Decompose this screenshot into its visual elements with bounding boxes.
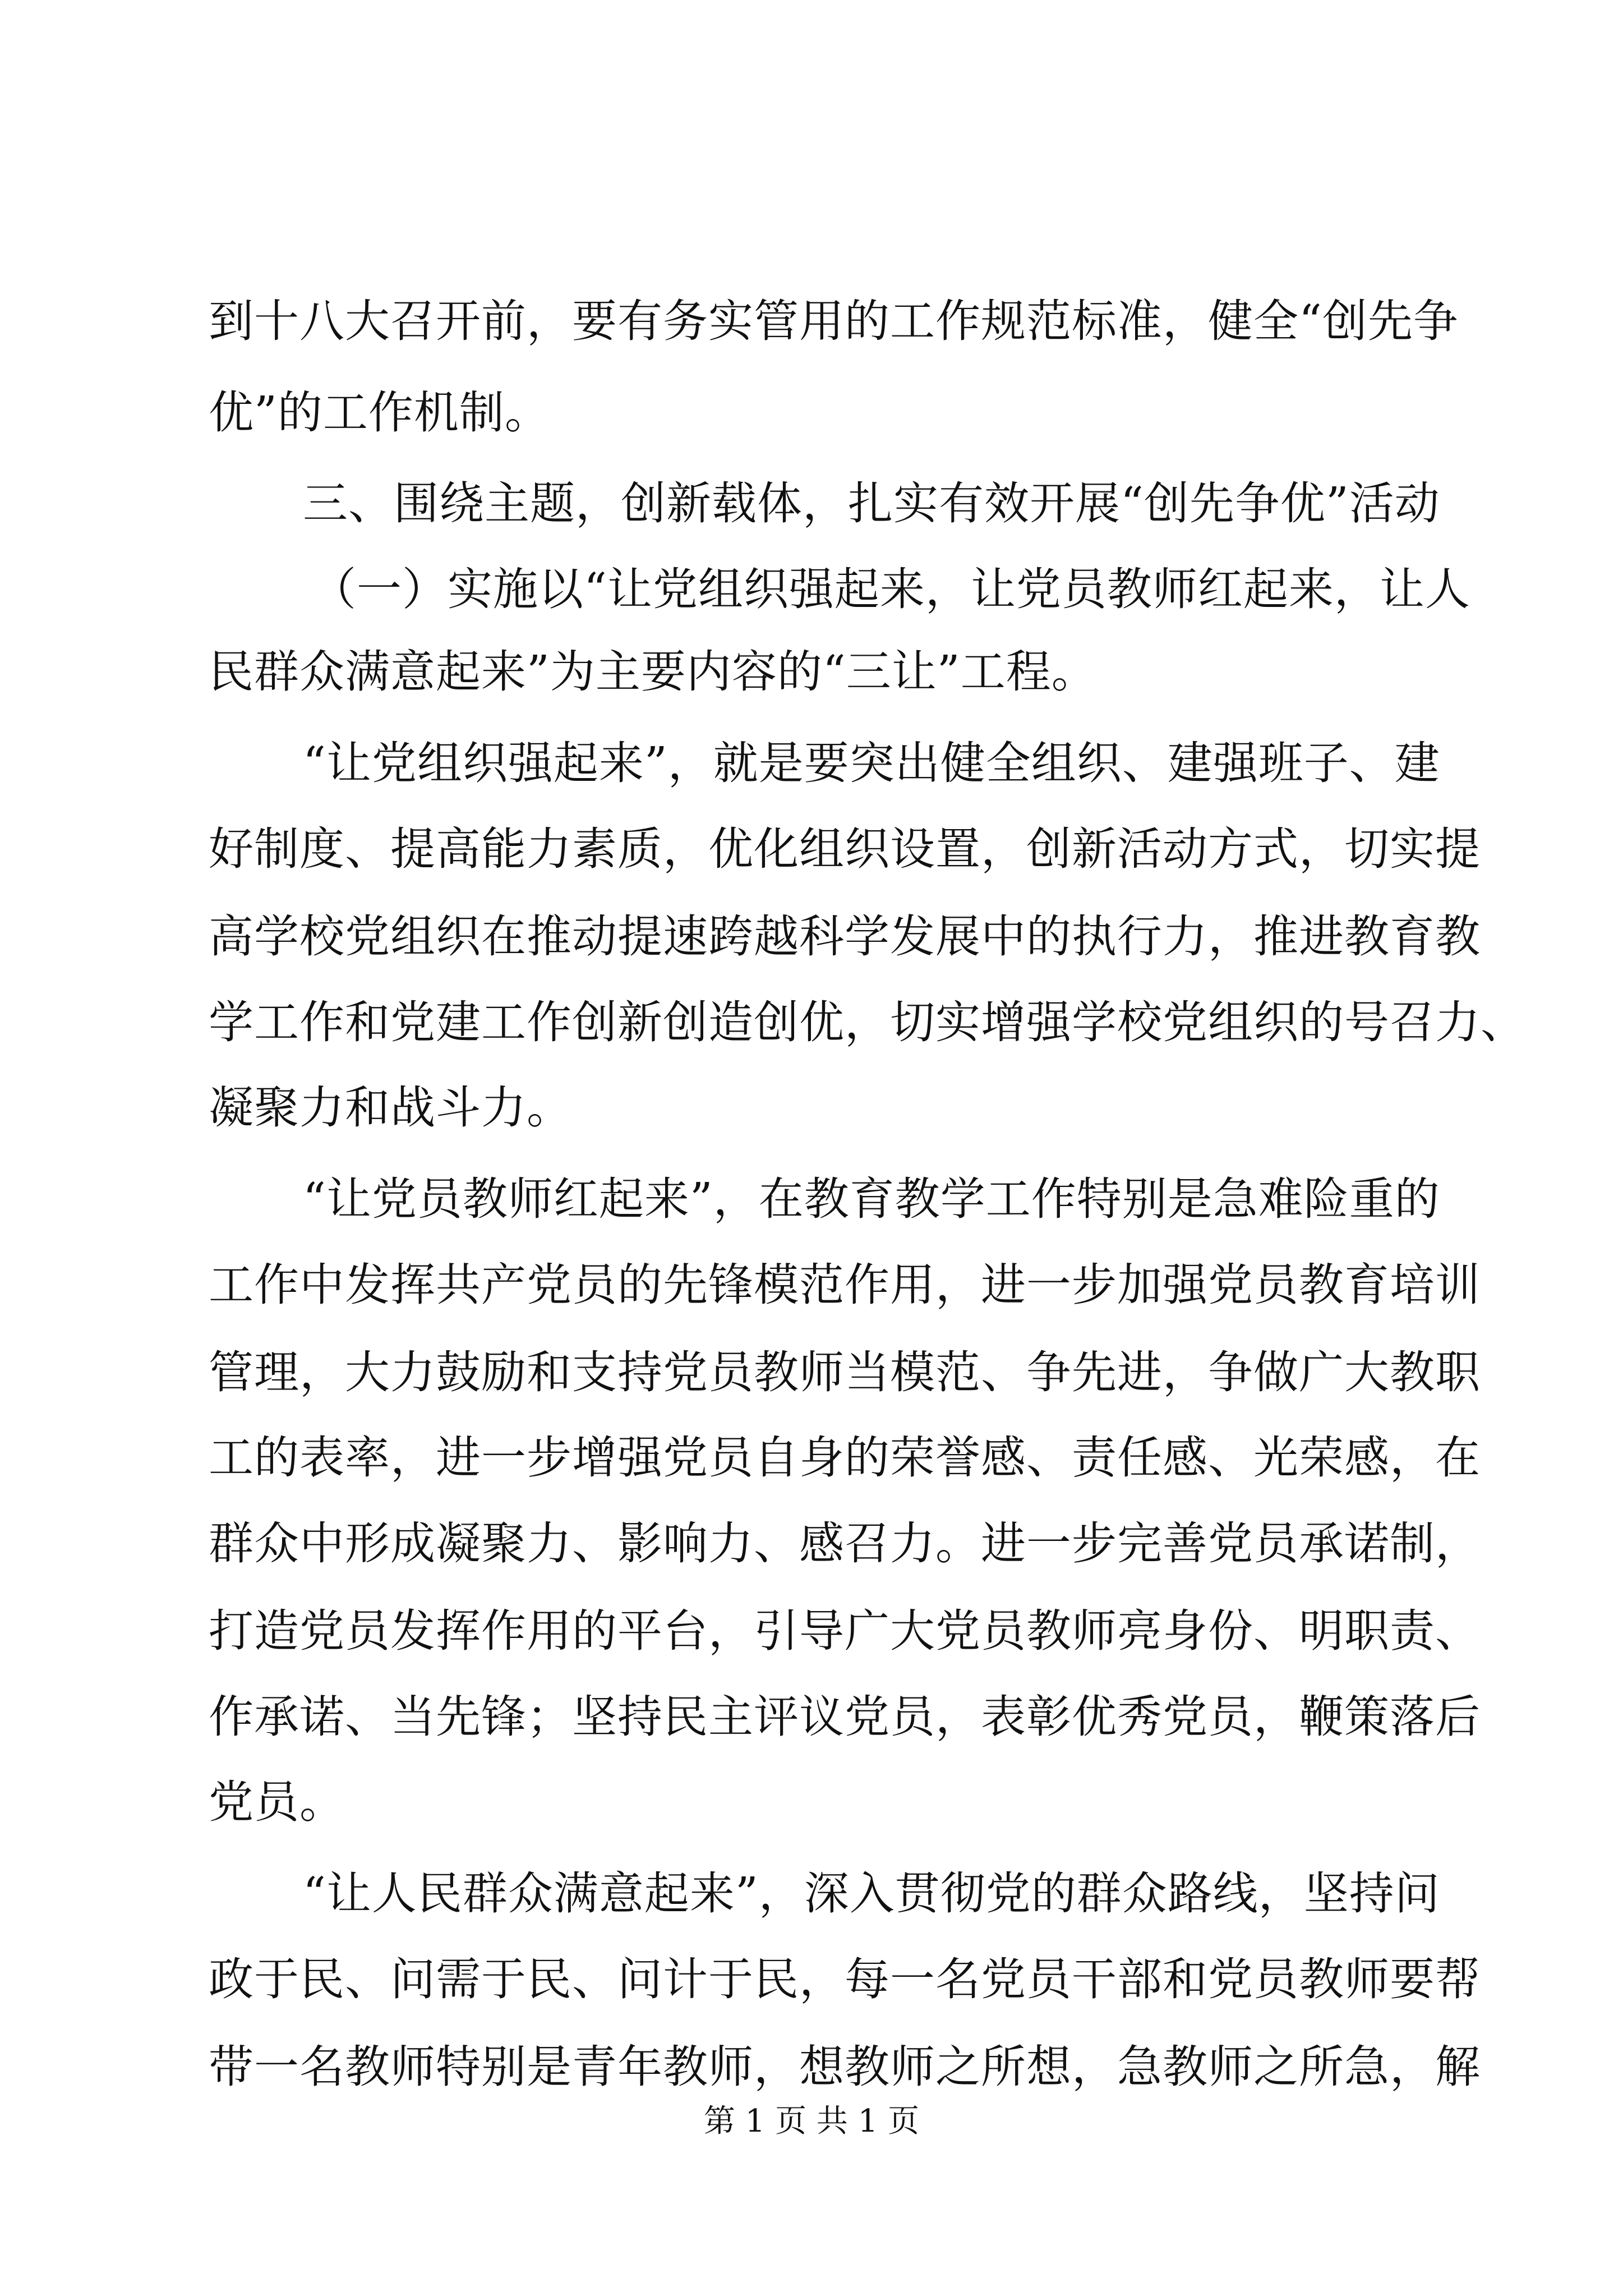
body-text-line: 带一名教师特别是青年教师，想教师之所想，急教师之所急，解 xyxy=(209,2041,1481,2093)
body-text-line: 党员。 xyxy=(209,1776,345,1828)
body-text-line: 好制度、提高能力素质，优化组织设置，创新活动方式，切实提 xyxy=(209,823,1481,875)
body-text-line: 优”的工作机制。 xyxy=(209,386,550,439)
body-text-line: 作承诺、当先锋；坚持民主评议党员，表彰优秀党员，鞭策落后 xyxy=(209,1691,1481,1743)
body-text-line: “让党员教师红起来”，在教育教学工作特别是急难险重的 xyxy=(303,1173,1440,1225)
body-text-line: “让人民群众满意起来”，深入贯彻党的群众路线，坚持问 xyxy=(303,1867,1440,1920)
page-number-footer: 第 1 页 共 1 页 xyxy=(703,2103,920,2139)
body-text-line: 群众中形成凝聚力、影响力、感召力。进一步完善党员承诺制， xyxy=(209,1517,1481,1570)
body-text-line: 到十八大召开前，要有务实管用的工作规范标准，健全“创先争 xyxy=(209,295,1459,347)
body-text-line: 打造党员发挥作用的平台，引导广大党员教师亮身份、明职责、 xyxy=(209,1605,1481,1657)
body-text-line: 凝聚力和战斗力。 xyxy=(209,1082,572,1134)
body-text-line: 管理，大力鼓励和支持党员教师当模范、争先进，争做广大教职 xyxy=(209,1346,1481,1398)
body-text-line: 工作中发挥共产党员的先锋模范作用，进一步加强党员教育培训 xyxy=(209,1259,1481,1311)
body-text-line: 高学校党组织在推动提速跨越科学发展中的执行力，推进教育教 xyxy=(209,910,1481,963)
body-text-line: 政于民、问需于民、问计于民，每一名党员干部和党员教师要帮 xyxy=(209,1953,1481,2005)
section-heading: 三、围绕主题，创新载体，扎实有效开展“创先争优”活动 xyxy=(303,477,1440,530)
body-text-line: “让党组织强起来”，就是要突出健全组织、建强班子、建 xyxy=(303,737,1440,789)
subsection-heading: 民群众满意起来”为主要内容的“三让”工程。 xyxy=(209,646,1097,698)
subsection-heading: （一）实施以“让党组织强起来，让党员教师红起来，让人 xyxy=(311,563,1470,615)
body-text-line: 工的表率，进一步增强党员自身的荣誉感、责任感、光荣感，在 xyxy=(209,1432,1481,1484)
body-text-line: 学工作和党建工作创新创造创优，切实增强学校党组织的号召力、 xyxy=(209,996,1526,1048)
